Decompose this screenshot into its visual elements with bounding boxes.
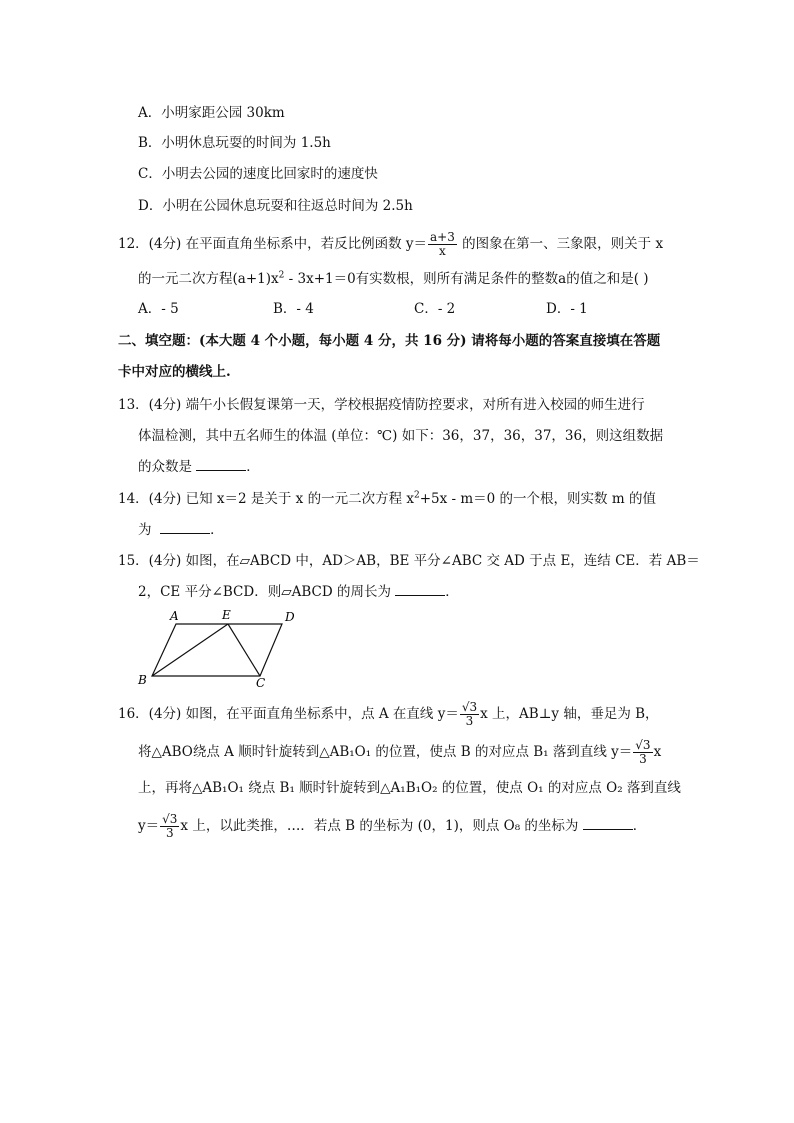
q16-line2-a: 将△ABO绕点 A 顺时针旋转到△AB₁O₁ 的位置，使点 B 的对应点 B₁ 落到直线 y＝ [138, 744, 633, 760]
q16-line4-b: x 上，以此类推，…．若点 B 的坐标为 (0，1)，则点 O₈ 的坐标为 [180, 818, 579, 834]
q16-frac-3-num: √3 [162, 812, 178, 826]
q16-line4-a: y＝ [138, 818, 160, 834]
q12-frac-den: x [439, 244, 446, 258]
q16-frac-3 [160, 813, 179, 840]
q12-exponent: 2 [278, 270, 285, 281]
q12-line2-a: 的一元二次方程(a+1)x [138, 271, 279, 287]
q12-option-c: C．- 2 [414, 301, 456, 317]
q15-answer-blank[interactable] [395, 583, 445, 596]
q14-line1-a: 14．(4分) 已知 x＝2 是关于 x 的一元二次方程 x [118, 491, 414, 507]
q12-option-b: B．- 4 [273, 301, 314, 317]
label-b: B [138, 673, 147, 687]
label-a: A [170, 609, 179, 623]
q16-line2-b: x [653, 744, 662, 760]
q11-option-c: C．小明去公园的速度比回家时的速度快 [138, 166, 378, 182]
q15-parallelogram-figure [132, 606, 302, 688]
q12-option-a: A．- 5 [138, 301, 179, 317]
label-d: D [285, 610, 295, 624]
q15-line2-text: 2，CE 平分∠BCD．则▱ABCD 的周长为 [138, 584, 391, 600]
q16-frac-2 [633, 739, 652, 766]
label-c: C [256, 676, 266, 688]
q13-line3: 的众数是 ． [138, 459, 260, 475]
q16-answer-blank[interactable] [583, 817, 633, 830]
q13-line3-text: 的众数是 [138, 459, 192, 475]
q12-frac-num: a+3 [430, 230, 455, 244]
q16-line2 [138, 739, 661, 766]
q16-frac-1-num: √3 [461, 700, 478, 714]
q12-prefix: 12．(4分) 在平面直角坐标系中，若反比例函数 y＝ [118, 236, 428, 252]
q12-line2 [138, 269, 649, 289]
q12-fraction [428, 231, 457, 258]
q12-option-d: D．- 1 [546, 301, 588, 317]
q16-line4: y＝ $\frac{√3}{3}$ x 上，以此类推，…．若点 B 的坐标为 (0，1)，则点 O₈ 的坐标为 ． [138, 812, 647, 840]
q14-line1-b: +5x - m＝0 的一个根，则实数 m 的值 [419, 491, 656, 507]
section2-heading-line2: 卡中对应的横线上. [118, 364, 231, 380]
q13-answer-blank[interactable] [196, 458, 246, 471]
q12-suffix: 的图象在第一、三象限，则关于 x [457, 236, 664, 252]
q14-line1 [118, 489, 656, 509]
q13-line1: 13．(4分) 端午小长假复课第一天，学校根据疫情防控要求，对所有进入校园的师生进行 [118, 397, 645, 413]
q12-line2-b: - 3x+1＝0有实数根，则所有满足条件的整数a的值之和是( ) [284, 271, 649, 287]
q16-line3: 上，再将△AB₁O₁ 绕点 B₁ 顺时针旋转到△A₁B₁O₂ 的位置，使点 O₁ 的对应点 O₂ 落到直线 [138, 780, 681, 796]
section2-heading-line1: 二、填空题：(本大题 4 个小题，每小题 4 分，共 16 分) 请将每小题的答案直接填在答题 [118, 333, 661, 349]
q16-line1-b: x 上，AB⊥y 轴，垂足为 B， [480, 706, 659, 722]
q13-line2: 体温检测，其中五名师生的体温 (单位：℃) 如下：36，37，36，37，36，则这组数据 [138, 428, 664, 444]
q14-answer-blank[interactable] [160, 521, 210, 534]
q14-line2: 为 ． [138, 522, 224, 538]
label-e: E [222, 608, 231, 622]
q16-frac-1 [460, 701, 479, 728]
q14-line2-text: 为 [138, 522, 152, 538]
q11-option-d: D．小明在公园休息玩耍和往返总时间为 2.5h [138, 198, 413, 214]
q11-option-a: A．小明家距公园 30km [138, 105, 285, 121]
q15-line2: 2，CE 平分∠BCD．则▱ABCD 的周长为 ． [138, 584, 459, 600]
q16-line1-a: 16．(4分) 如图，在平面直角坐标系中，点 A 在直线 y＝ [118, 706, 459, 722]
segment-ce [228, 624, 260, 676]
q16-line1 [118, 701, 659, 728]
q14-exponent: 2 [413, 490, 420, 501]
q12-line1 [118, 231, 663, 258]
q16-frac-3-den: 3 [165, 826, 174, 840]
q16-frac-2-num: √3 [635, 738, 651, 752]
q15-line1: 15．(4分) 如图，在▱ABCD 中，AD＞AB，BE 平分∠ABC 交 AD 于点 E，连结 CE．若 AB＝ [118, 553, 700, 569]
q11-option-b: B．小明休息玩耍的时间为 1.5h [138, 135, 331, 151]
q16-frac-1-den: 3 [465, 714, 474, 728]
q16-frac-2-den: 3 [639, 752, 647, 766]
